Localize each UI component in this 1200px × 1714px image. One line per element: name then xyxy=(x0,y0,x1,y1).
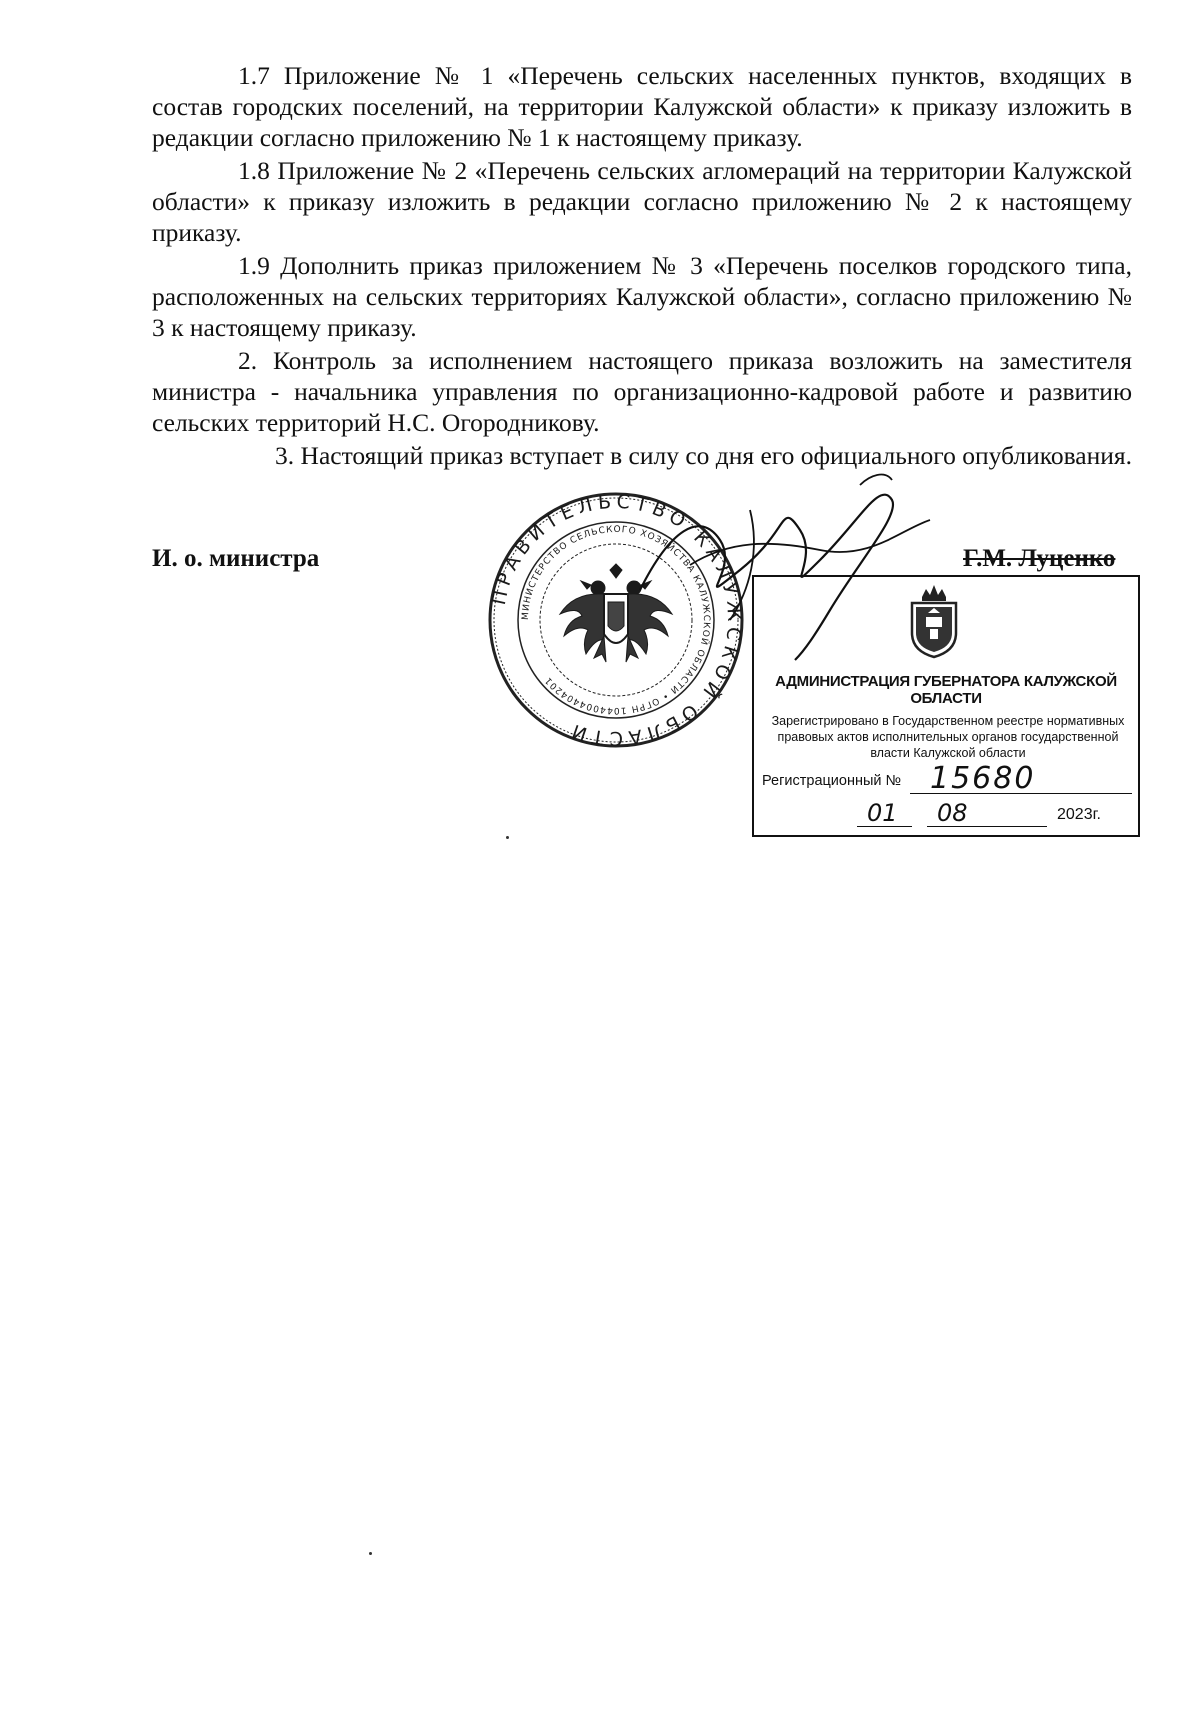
signer-title: И. о. министра xyxy=(152,545,320,572)
scan-speck xyxy=(506,836,509,839)
registration-number-row xyxy=(762,761,1134,796)
registration-date-month: 08 xyxy=(937,799,968,827)
svg-text:МИНИСТЕРСТВО СЕЛЬСКОГО ХОЗЯЙСТ: МИНИСТЕРСТВО СЕЛЬСКОГО ХОЗЯЙСТВА КАЛУЖСКОЙ ОБЛАСТИ • ОГРН 1044004404201 xyxy=(520,524,712,716)
registration-date-row xyxy=(762,799,1134,832)
kaluga-coat-of-arms-icon xyxy=(904,583,964,659)
registration-stamp xyxy=(752,575,1140,837)
svg-text:ПРАВИТЕЛЬСТВО КАЛУЖСКОЙ ОБЛАСТ: ПРАВИТЕЛЬСТВО КАЛУЖСКОЙ ОБЛАСТИ xyxy=(487,490,746,750)
paragraph-1-7: 1.7 Приложение № 1 «Перечень сельских населенных пунктов, входящих в состав городских поселений, на территории Калужской области» к приказу изложить в редакции согласно приложению № 1 к настоящему приказу. xyxy=(152,61,1132,152)
paragraph-1-9: 1.9 Дополнить приказ приложением № 3 «Перечень поселков городского типа, расположенных на сельских территориях Калужской области», согласно приложению № 3 к настоящему приказу. xyxy=(152,251,1132,342)
registration-number-label: Регистрационный № xyxy=(762,773,902,789)
signer-name: Г.М. Луценко xyxy=(963,545,1116,572)
registration-note: Зарегистрировано в Государственном реестре нормативных правовых актов исполнительных органов государственной власти Калужской области xyxy=(771,714,1125,760)
registration-admin-title: АДМИНИСТРАЦИЯ ГУБЕРНАТОРА КАЛУЖСКОЙ ОБЛАСТИ xyxy=(775,673,1117,707)
scan-speck xyxy=(369,1552,372,1555)
paragraph-3: 3. Настоящий приказ вступает в силу со дня его официального опубликования. xyxy=(275,441,1132,470)
paragraph-2: 2. Контроль за исполнением настоящего приказа возложить на заместителя министра - начальника управления по организационно-кадровой работе и развитию сельских территорий Н.С. Огородникову. xyxy=(152,346,1132,437)
registration-number-value: 15680 xyxy=(930,761,1036,796)
registration-date-day: 01 xyxy=(867,799,898,827)
paragraph-1-8: 1.8 Приложение № 2 «Перечень сельских агломераций на территории Калужской области» к приказу изложить в редакции согласно приложению № 2 к настоящему приказу. xyxy=(152,156,1132,247)
registration-date-year: 2023г. xyxy=(1057,806,1101,823)
document-body xyxy=(152,60,1132,473)
